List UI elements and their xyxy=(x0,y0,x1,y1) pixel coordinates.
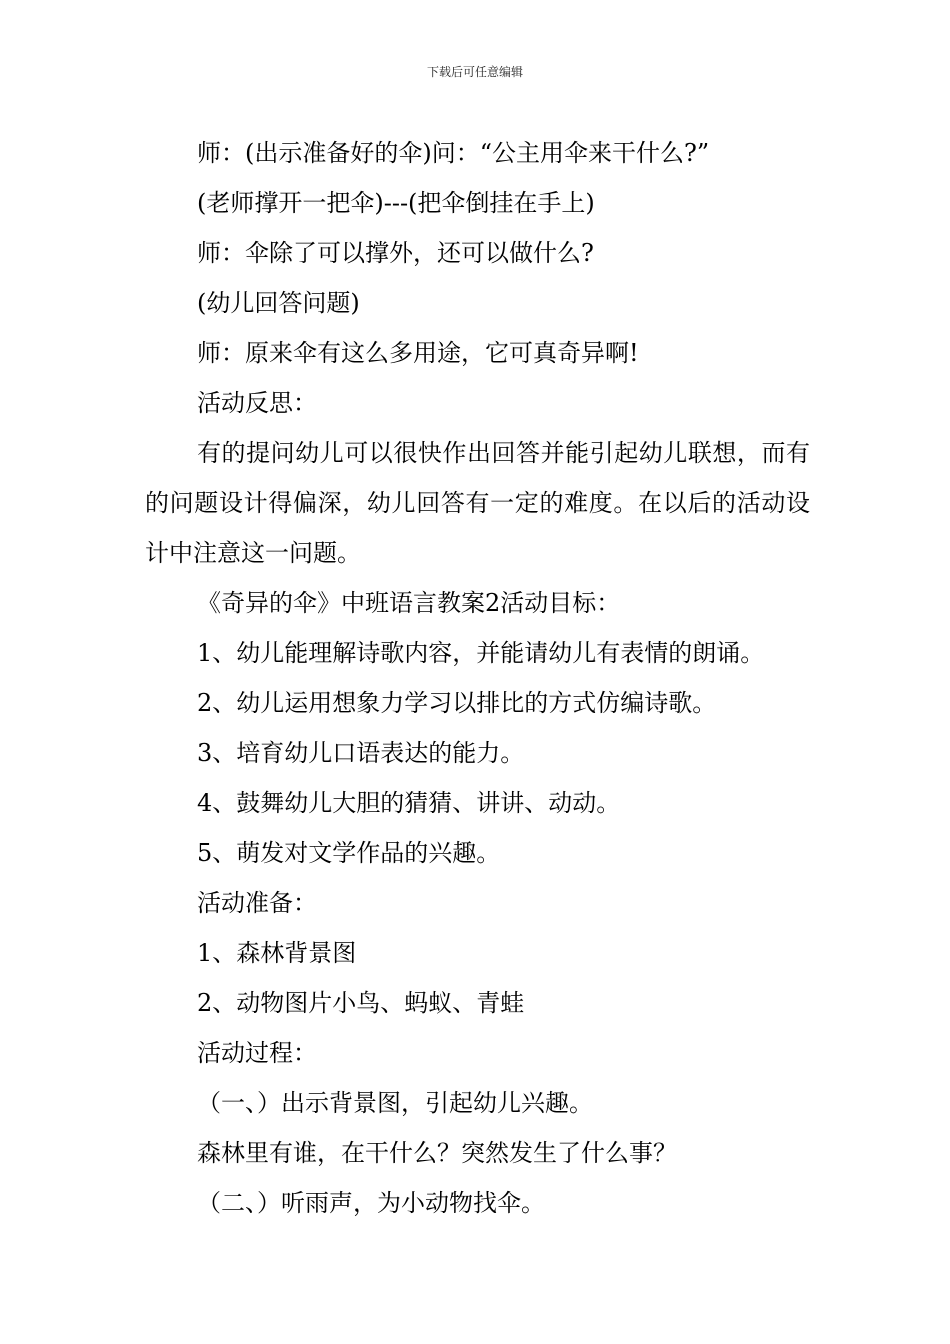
section-heading: 活动过程： xyxy=(197,1039,317,1067)
text-line: 森林里有谁，在干什么？突然发生了什么事？ xyxy=(197,1139,677,1167)
text-line: 师：原来伞有这么多用途，它可真奇异啊! xyxy=(197,339,639,367)
list-item: 1、幼儿能理解诗歌内容，并能请幼儿有表情的朗诵。 xyxy=(197,639,765,667)
list-item: 2、动物图片小鸟、蚂蚁、青蛙 xyxy=(197,989,525,1017)
text-line: 师：(出示准备好的伞)问：“公主用伞来干什么?” xyxy=(197,139,710,167)
text-line: （二、）听雨声，为小动物找伞。 xyxy=(197,1189,545,1217)
text-line: (幼儿回答问题) xyxy=(197,289,360,317)
list-item: 1、森林背景图 xyxy=(197,939,357,967)
text-line: 师：伞除了可以撑外，还可以做什么? xyxy=(197,239,594,267)
page-header: 下载后可任意编辑 xyxy=(426,65,523,79)
section-heading: 活动反思： xyxy=(197,389,317,417)
list-item: 2、幼儿运用想象力学习以排比的方式仿编诗歌。 xyxy=(197,689,717,717)
document-body xyxy=(145,128,810,1228)
section-heading: 活动准备： xyxy=(197,889,317,917)
list-item: 5、萌发对文学作品的兴趣。 xyxy=(197,839,501,867)
text-line: (老师撑开一把伞)---(把伞倒挂在手上) xyxy=(197,189,595,217)
section-heading: 《奇异的伞》中班语言教案2活动目标： xyxy=(197,589,621,617)
reflection-paragraph: 有的提问幼儿可以很快作出回答并能引起幼儿联想，而有的问题设计得偏深，幼儿回答有一定的难度。在以后的活动设计中注意这一问题。 xyxy=(145,439,810,567)
list-item: 3、培育幼儿口语表达的能力。 xyxy=(197,739,525,767)
text-line: （一、）出示背景图，引起幼儿兴趣。 xyxy=(197,1089,593,1117)
list-item: 4、鼓舞幼儿大胆的猜猜、讲讲、动动。 xyxy=(197,789,621,817)
